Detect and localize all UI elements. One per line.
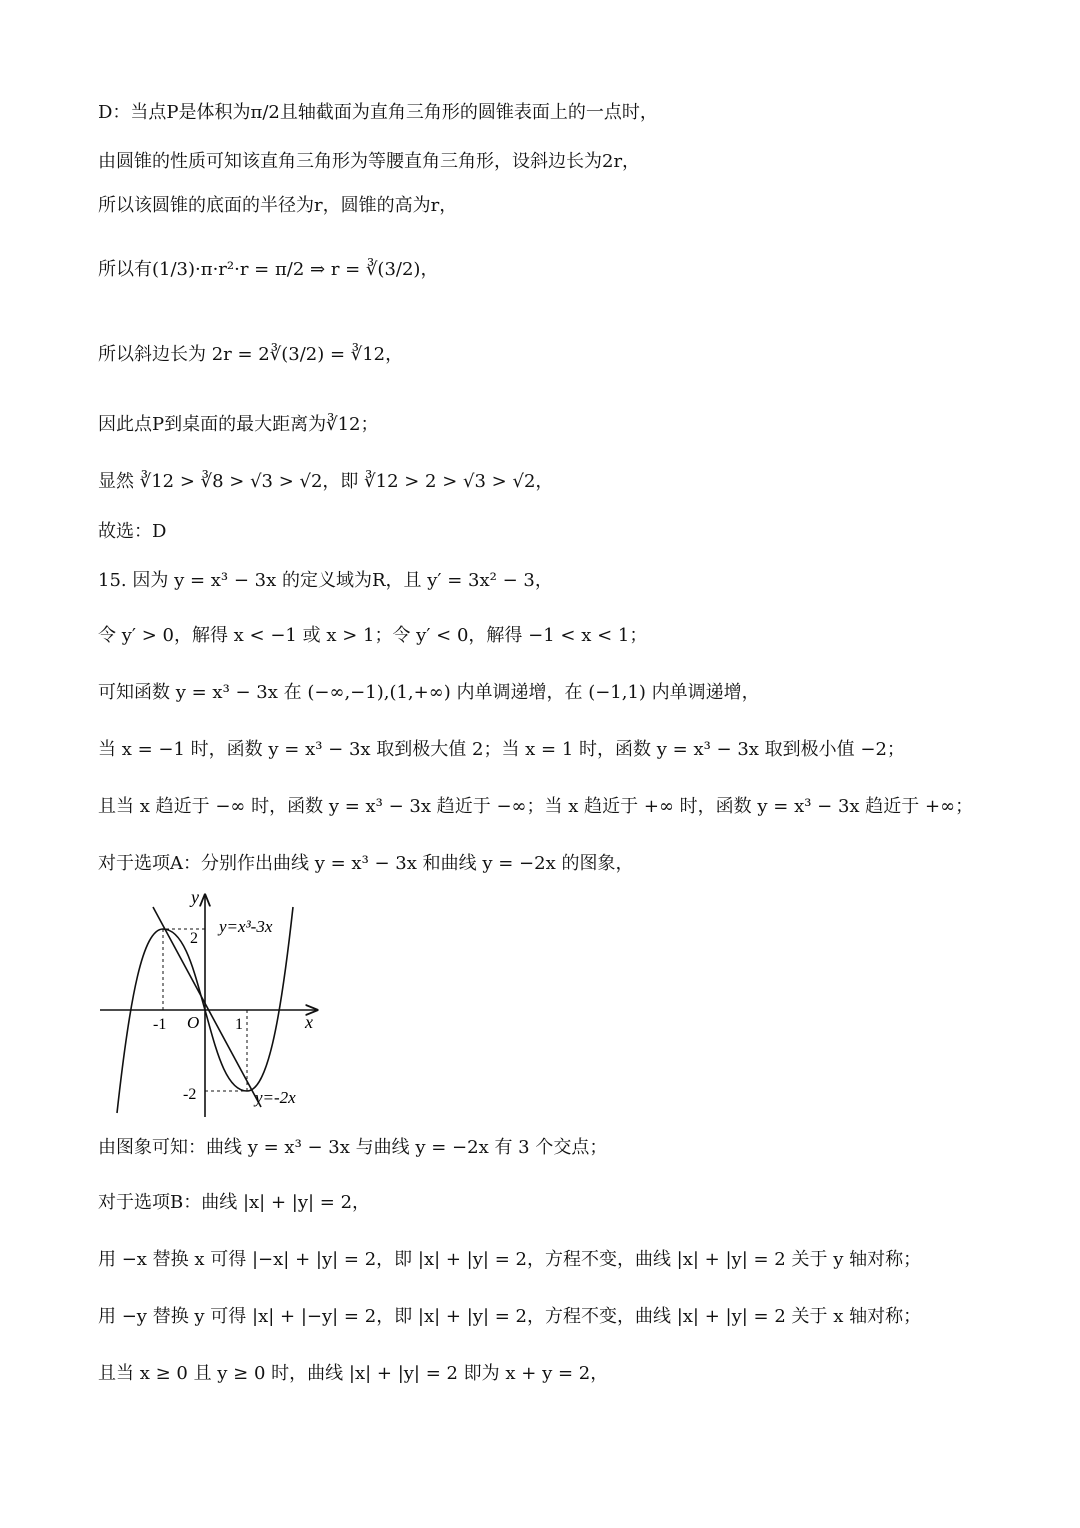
line-y-neg2x	[153, 907, 261, 1107]
text-line-14: 对于选项A：分别作出曲线 y = x³ − 3x 和曲线 y = −2x 的图象，	[98, 853, 634, 874]
text-line-4: 所以有(1/3)·π·r²·r = π/2 ⇒ r = ∛(3/2)，	[98, 259, 439, 280]
text-line-13: 且当 x 趋近于 −∞ 时，函数 y = x³ − 3x 趋近于 −∞；当 x 趋近于 +∞ 时，函数 y = x³ − 3x 趋近于 +∞；	[98, 796, 974, 817]
text-line-17: 用 −x 替换 x 可得 |−x| + |y| = 2，即 |x| + |y| = 2，方程不变，曲线 |x| + |y| = 2 关于 y 轴对称；	[98, 1249, 922, 1270]
curve-label: y=x³-3x	[219, 917, 273, 936]
tick-label-2: 2	[190, 930, 198, 947]
function-graph	[95, 885, 335, 1125]
line-label: y=-2x	[255, 1088, 296, 1107]
text-line-2: 由圆锥的性质可知该直角三角形为等腰直角三角形，设斜边长为2r，	[98, 151, 641, 172]
text-line-11: 可知函数 y = x³ − 3x 在 (−∞,−1),(1,+∞) 内单调递增，在 (−1,1) 内单调递增，	[98, 682, 760, 703]
text-line-15: 由图象可知：曲线 y = x³ − 3x 与曲线 y = −2x 有 3 个交点；	[98, 1137, 608, 1158]
origin-label: O	[187, 1013, 200, 1032]
text-line-18: 用 −y 替换 y 可得 |x| + |−y| = 2，即 |x| + |y| = 2，方程不变，曲线 |x| + |y| = 2 关于 x 轴对称；	[98, 1306, 922, 1327]
text-line-5: 所以斜边长为 2r = 2∛(3/2) = ∛12，	[98, 344, 404, 365]
text-line-8: 故选：D	[98, 521, 167, 542]
text-line-3: 所以该圆锥的底面的半径为r，圆锥的高为r，	[98, 195, 458, 216]
y-axis-label: y	[191, 887, 199, 907]
tick-label-neg2: -2	[183, 1086, 197, 1103]
text-line-7: 显然 ∛12 > ∛8 > √3 > √2，即 ∛12 > 2 > √3 > √2，	[98, 471, 554, 492]
text-line-10: 令 y′ > 0，解得 x < −1 或 x > 1；令 y′ < 0，解得 −1 < x < 1；	[98, 625, 648, 646]
text-line-12: 当 x = −1 时，函数 y = x³ − 3x 取到极大值 2；当 x = 1 时，函数 y = x³ − 3x 取到极小值 −2；	[98, 739, 905, 760]
guide-lines	[163, 929, 205, 1010]
text-line-19: 且当 x ≥ 0 且 y ≥ 0 时，曲线 |x| + |y| = 2 即为 x + y = 2，	[98, 1363, 609, 1384]
text-line-9: 15. 因为 y = x³ − 3x 的定义域为R，且 y′ = 3x² − 3，	[98, 570, 553, 591]
text-line-16: 对于选项B：曲线 |x| + |y| = 2，	[98, 1192, 371, 1213]
tick-label-neg1: -1	[153, 1016, 167, 1033]
tick-label-1: 1	[235, 1016, 243, 1033]
text-line-6: 因此点P到桌面的最大距离为∛12；	[98, 414, 379, 435]
x-axis-label: x	[305, 1012, 313, 1032]
text-line-1: D：当点P是体积为π/2且轴截面为直角三角形的圆锥表面上的一点时，	[98, 102, 658, 123]
